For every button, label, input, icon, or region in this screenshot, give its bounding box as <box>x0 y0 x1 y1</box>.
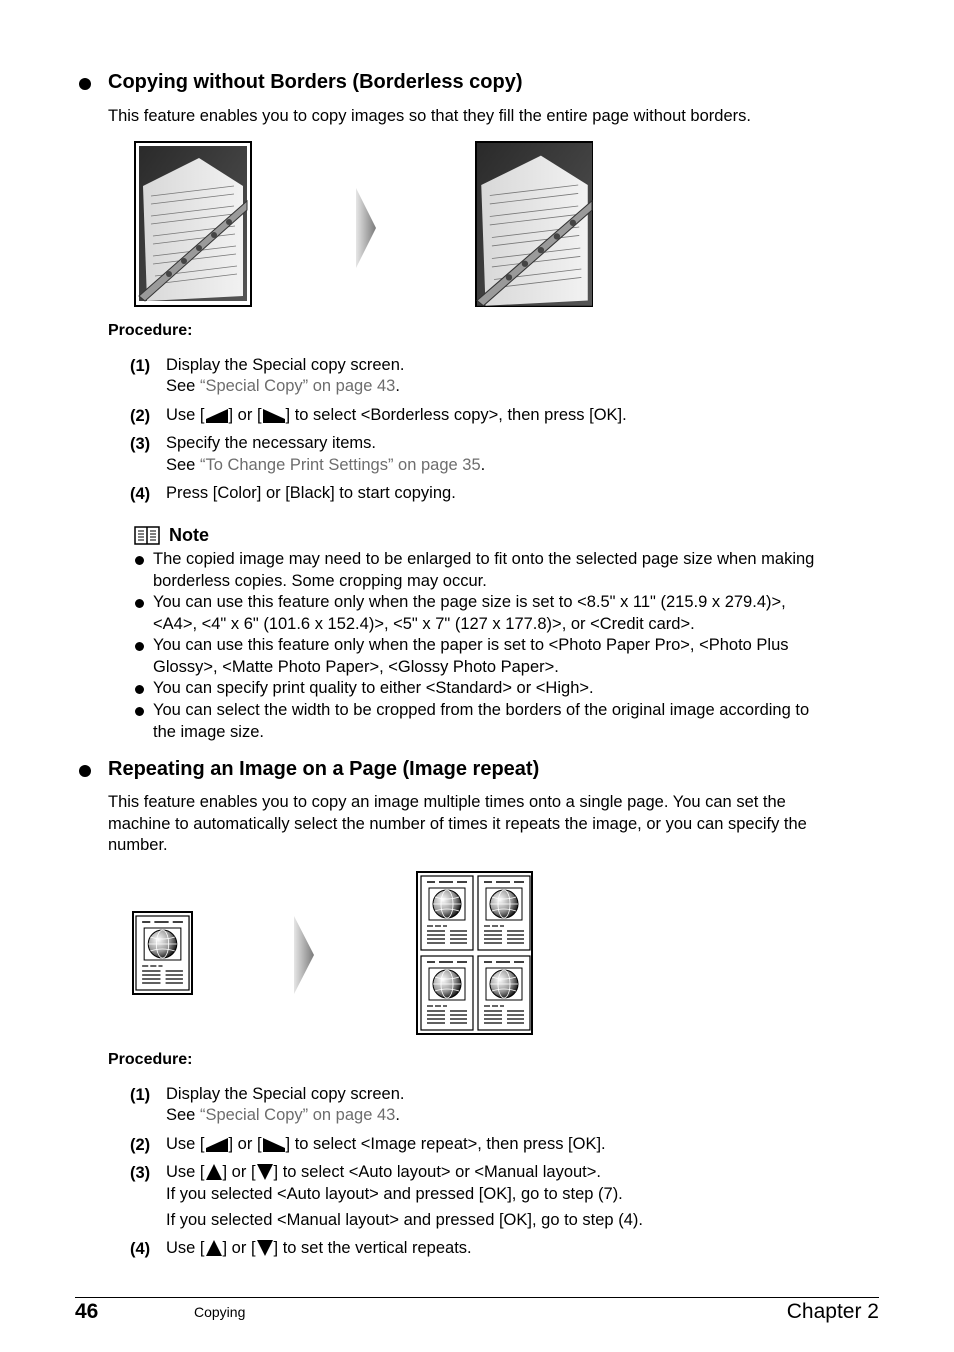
note-bullet <box>135 642 144 651</box>
up-arrow-icon <box>205 1163 223 1180</box>
note-title: Note <box>169 525 209 545</box>
see-suffix: . <box>395 377 400 395</box>
step-see <box>166 376 400 398</box>
step-number: (1) <box>130 1086 151 1104</box>
cross-reference-link[interactable]: “Special Copy” on page 43 <box>199 377 396 395</box>
section-intro: This feature enables you to copy images so that they fill the entire page without borders. <box>108 107 751 125</box>
down-arrow-icon <box>256 1239 274 1256</box>
step-text: Press [Color] or [Black] to start copying. <box>166 484 456 502</box>
note-item: You can specify print quality to either <Standard> or <High>. <box>153 679 594 697</box>
heading-bullet <box>79 78 91 90</box>
left-arrow-icon <box>205 407 229 423</box>
step-text: Use [ ] or [ ] to select <Auto layout> or <Manual layout>. <box>166 1163 601 1181</box>
step-detail: If you selected <Manual layout> and pressed [OK], go to step (4). <box>166 1211 643 1229</box>
step-number: (4) <box>130 1240 151 1258</box>
procedure-label: Procedure: <box>108 1051 193 1068</box>
step-text: Use [ ] or [ ] to set the vertical repeats. <box>166 1239 472 1257</box>
section-heading-image-repeat: Repeating an Image on a Page (Image repeat) <box>108 758 540 780</box>
left-arrow-icon <box>205 1136 229 1152</box>
step-see: See “Special Copy” on page 43. <box>166 1106 400 1124</box>
step-number: (2) <box>130 1136 151 1154</box>
step-number: (3) <box>130 1164 151 1182</box>
right-arrow-icon <box>262 407 286 423</box>
cross-reference-link[interactable]: “To Change Print Settings” on page 35 <box>199 456 481 474</box>
procedure-label: Procedure: <box>108 322 193 339</box>
footer-chapter: Chapter 2 <box>786 1300 879 1323</box>
step-text: Specify the necessary items. <box>166 434 377 452</box>
step-number: (4) <box>130 485 151 503</box>
note-bullet <box>135 685 144 694</box>
note-item: You can use this feature only when the page size is set to <8.5" x 11" (215.9 x 279.4)>, <A4>, <4" x 6" (101.6 x 152.4)>, <5" x 7" (127 x 177.8)>, or <Credit card>. <box>153 593 786 633</box>
borderless-illustration <box>130 140 600 310</box>
footer-rule <box>75 1297 879 1298</box>
right-arrow-icon <box>262 1136 286 1152</box>
note-bullet <box>135 556 144 565</box>
step-text: Display the Special copy screen. <box>166 356 405 374</box>
cross-reference-link[interactable]: “Special Copy” on page 43 <box>199 1106 396 1124</box>
note-item: You can use this feature only when the paper is set to <Photo Paper Pro>, <Photo Plus Glossy>, <Matte Photo Paper>, <Glossy Photo Paper>. <box>153 636 789 676</box>
step-number: (2) <box>130 407 151 425</box>
step-text: Use [ ] or [ ] to select <Borderless copy>, then press [OK]. <box>166 406 627 424</box>
step-number: (3) <box>130 435 151 453</box>
up-arrow-icon <box>205 1239 223 1256</box>
note-bullet <box>135 599 144 608</box>
step-see: See “To Change Print Settings” on page 35. <box>166 456 486 474</box>
book-icon <box>134 526 160 545</box>
note-bullet <box>135 707 144 716</box>
image-repeat-illustration <box>128 868 538 1040</box>
step-detail: If you selected <Auto layout> and pressed [OK], go to step (7). <box>166 1185 623 1203</box>
step-text: Display the Special copy screen. <box>166 1085 405 1103</box>
see-prefix: See <box>166 377 200 395</box>
section-heading-borderless: Copying without Borders (Borderless copy) <box>108 71 523 93</box>
footer-section: Copying <box>194 1304 246 1320</box>
heading-bullet <box>79 765 91 777</box>
section-intro: This feature enables you to copy an image multiple times onto a single page. You can set the machine to automatically select the number of times it repeats the image, or you can specify the number. <box>108 793 807 854</box>
note-item: The copied image may need to be enlarged to fit onto the selected page size when making borderless copies. Some cropping may occur. <box>153 550 815 590</box>
note-item: You can select the width to be cropped from the borders of the original image according to the image size. <box>153 701 810 741</box>
down-arrow-icon <box>256 1163 274 1180</box>
step-text: Use [ ] or [ ] to select <Image repeat>, then press [OK]. <box>166 1135 606 1153</box>
page-number: 46 <box>75 1300 99 1323</box>
step-number: (1) <box>130 357 151 375</box>
